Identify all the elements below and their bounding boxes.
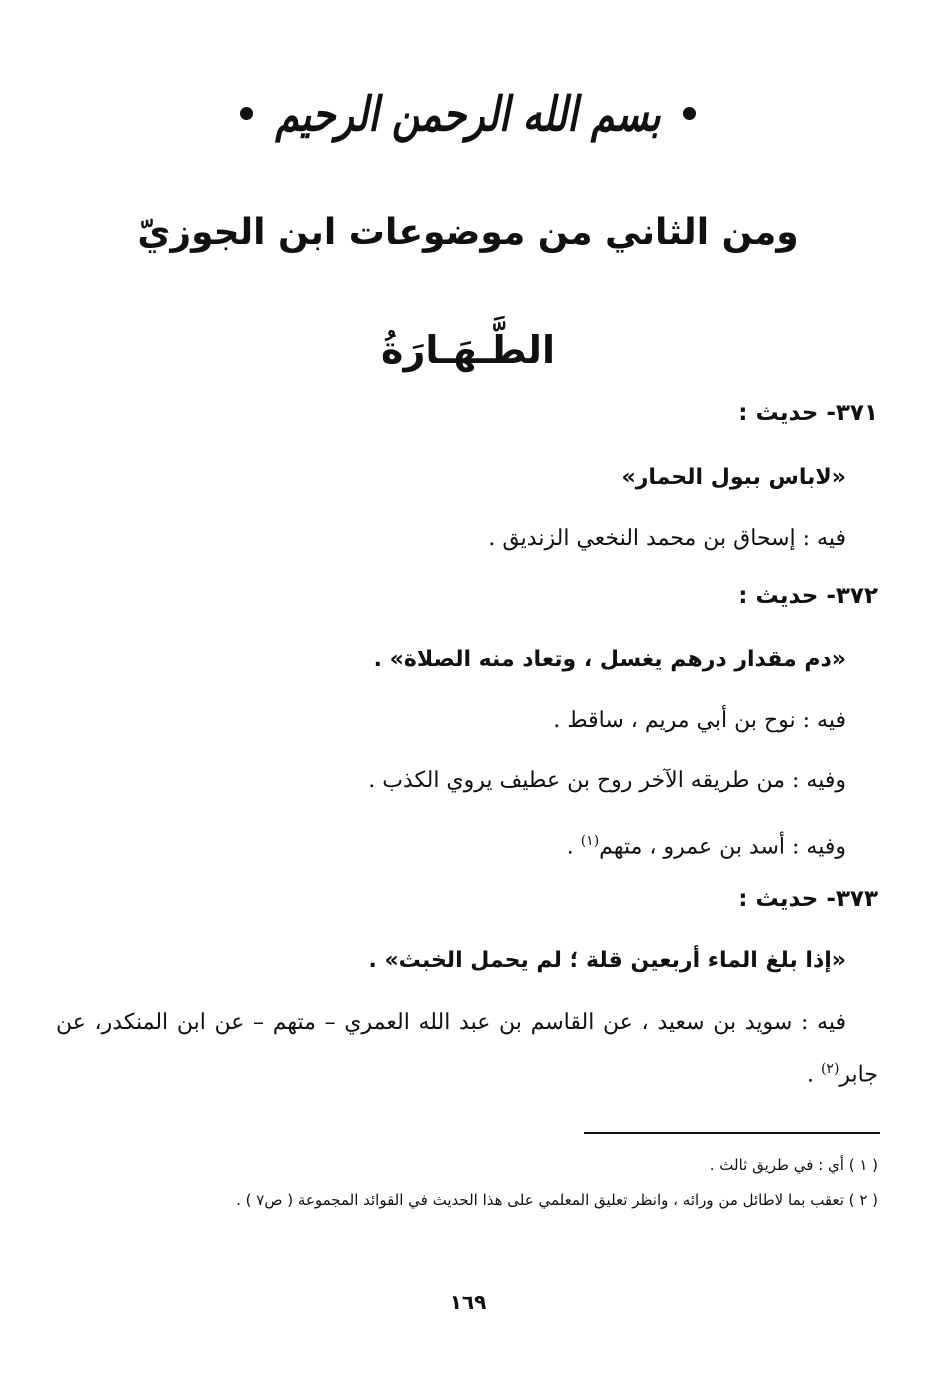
page-number: ١٦٩ <box>449 1290 487 1314</box>
hadith-note-372-2: وفيه : من طريقه الآخر روح بن عطيف يروي الكذب . <box>368 768 846 793</box>
footnote-1: ( ١ ) أي : في طريق ثالث . <box>709 1156 878 1174</box>
footnote-ref-2: (٢) <box>820 1061 840 1077</box>
hadith-note-373-1-text: فيه : سويد بن سعيد ، عن القاسم بن عبد الله العمري – متهم – عن ابن المنكدر، عن جابر <box>56 1010 878 1088</box>
hadith-note-372-3-text: وفيه : أسد بن عمرو ، متهم <box>599 834 846 860</box>
basmala-calligraphy: بسم الله الرحمن الرحيم <box>275 84 661 142</box>
footnote-separator <box>584 1132 880 1134</box>
ornament-dot-left <box>240 107 253 120</box>
section-title: الطَّـهَـارَةُ <box>381 328 555 372</box>
hadith-note-372-3 <box>56 826 846 862</box>
hadith-note-373-1-end: . <box>806 1062 821 1088</box>
hadith-note-372-3-end: . <box>566 834 581 860</box>
page-title: ومن الثاني من موضوعات ابن الجوزيّ <box>137 212 799 253</box>
footnote-ref-1: (١) <box>580 833 600 849</box>
hadith-note-371-1: فيه : إسحاق بن محمد النخعي الزنديق . <box>488 526 846 551</box>
footnote-2: ( ٢ ) تعقب بما لاطائل من ورائه ، وانظر تعليق المعلمي على هذا الحديث في القوائد المجموعة ( ص٧ ) . <box>236 1191 878 1209</box>
basmala-ornament <box>0 78 936 148</box>
entry-heading-371: ٣٧١- حديث : <box>738 400 878 426</box>
hadith-note-372-1: فيه : نوح بن أبي مريم ، ساقط . <box>553 708 846 733</box>
hadith-note-373-1 <box>56 1000 878 1098</box>
ornament-dot-right <box>683 107 696 120</box>
entry-heading-372: ٣٧٢- حديث : <box>738 583 878 609</box>
hadith-text-372: «دم مقدار درهم يغسل ، وتعاد منه الصلاة» . <box>373 647 846 672</box>
hadith-text-373: «إذا بلغ الماء أربعين قلة ؛ لم يحمل الخبث» . <box>368 948 846 973</box>
entry-heading-373: ٣٧٣- حديث : <box>738 886 878 912</box>
hadith-text-371: «لاباس ببول الحمار» <box>621 465 846 490</box>
